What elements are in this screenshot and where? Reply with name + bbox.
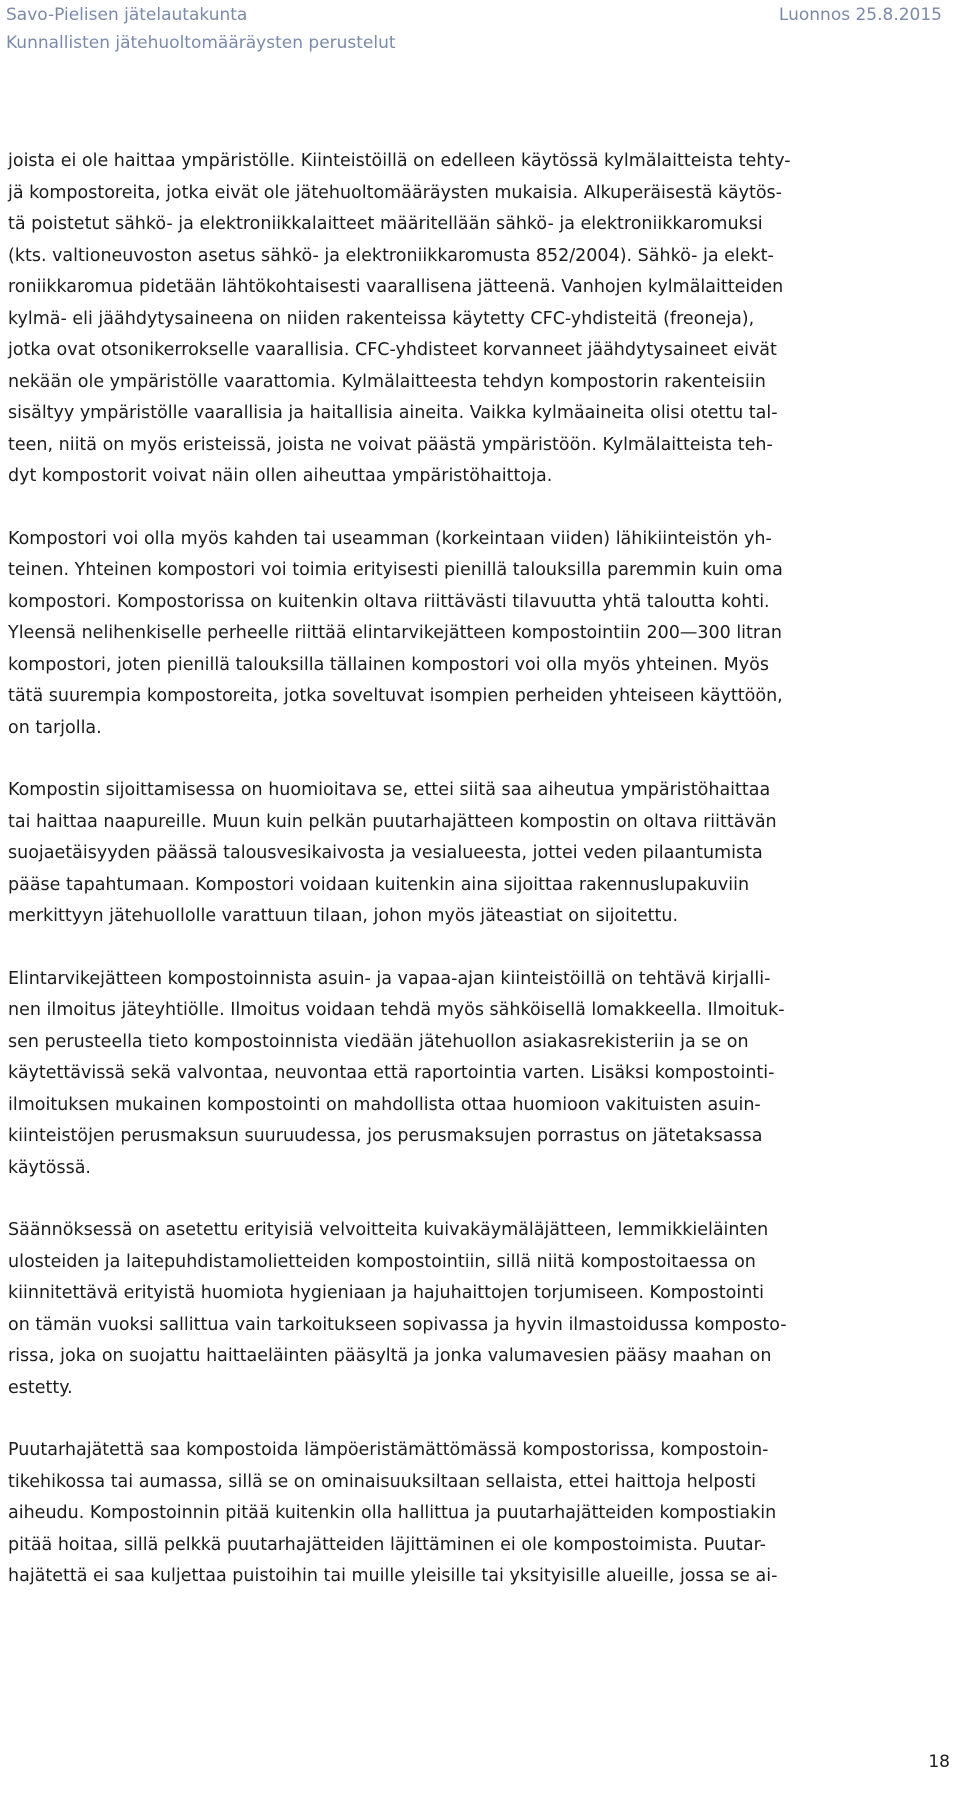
paragraph-line: pääse tapahtumaan. Kompostori voidaan kuitenkin aina sijoittaa rakennuslupakuviin (8, 874, 750, 895)
paragraph-line: dyt kompostorit voivat näin ollen aiheuttaa ympäristöhaittoja. (8, 466, 553, 486)
paragraph-line: aiheudu. Kompostoinnin pitää kuitenkin olla hallittua ja puutarhajätteiden kompostiakin (8, 1503, 777, 1523)
paragraph-line: tai haittaa naapureille. Muun kuin pelkän puutarhajätteen kompostin on oltava riittävän (8, 811, 777, 832)
page-header (6, 2, 954, 58)
paragraph-line: kiinteistöjen perusmaksun suuruudessa, jos perusmaksujen porrastus on jätetaksassa (8, 1126, 763, 1146)
paragraph-line: nen ilmoitus jäteyhtiölle. Ilmoitus voidaan tehdä myös sähköisellä lomakkeella. Ilmoituk- (8, 1000, 785, 1020)
paragraph-line: jotka ovat otsonikerrokselle vaarallisia. CFC-yhdisteet korvanneet jäähdytysaineet eivät (8, 340, 777, 360)
header-document-title: Kunnallisten jätehuoltomääräysten perustelut (6, 33, 396, 53)
body-paragraph (8, 775, 948, 933)
paragraph-line: Kompostin sijoittamisessa on huomioitava se, ettei siitä saa aiheutua ympäristöhaittaa (8, 780, 771, 800)
paragraph-line: tä poistetut sähkö- ja elektroniikkalaitteet määritellään sähkö- ja elektroniikkaromuksi (8, 214, 763, 234)
body-paragraph (8, 964, 948, 1185)
paragraph-line: on tarjolla. (8, 717, 102, 738)
paragraph-line: kylmä- eli jäähdytysaineena on niiden rakenteissa käytetty CFC-yhdisteitä (freoneja), (8, 308, 755, 329)
header-draft-date: Luonnos 25.8.2015 (778, 5, 942, 25)
body-paragraph (8, 1435, 948, 1593)
paragraph-line: suojaetäisyyden päässä talousvesikaivosta ja vesialueesta, jottei veden pilaantumista (8, 843, 763, 863)
body-paragraph (8, 146, 948, 493)
paragraph-line: rissa, joka on suojattu haittaeläinten pääsyltä ja jonka valumavesien pääsy maahan on (8, 1346, 772, 1366)
paragraph-line: (kts. valtioneuvoston asetus sähkö- ja elektroniikkaromusta 852/2004). Sähkö- ja elekt- (8, 245, 774, 266)
body-paragraph (8, 524, 948, 745)
paragraph-line: teinen. Yhteinen kompostori voi toimia erityisesti pienillä talouksilla paremmin kuin oma (8, 560, 783, 580)
paragraph-line: sisältyy ympäristölle vaarallisia ja haitallisia aineita. Vaikka kylmäaineita olisi otettu tal- (8, 403, 778, 423)
page-number: 18 (928, 1752, 950, 1772)
paragraph-line: Puutarhajätettä saa kompostoida lämpöeristämättömässä kompostorissa, kompostoin- (8, 1440, 769, 1460)
document-body (8, 146, 948, 1624)
paragraph-line: Säännöksessä on asetettu erityisiä velvoitteita kuivakäymäläjätteen, lemmikkieläinten (8, 1220, 769, 1240)
paragraph-line: nekään ole ympäristölle vaarattomia. Kylmälaitteesta tehdyn kompostorin rakenteisiin (8, 371, 766, 392)
paragraph-line: tätä suurempia kompostoreita, jotka soveltuvat isompien perheiden yhteiseen käyttöön, (8, 686, 783, 706)
paragraph-line: kompostori. Kompostorissa on kuitenkin oltava riittävästi tilavuutta yhtä taloutta kohti. (8, 591, 770, 612)
paragraph-line: Elintarvikejätteen kompostoinnista asuin- ja vapaa-ajan kiinteistöillä on tehtävä kirjalli- (8, 968, 771, 989)
paragraph-line: ilmoituksen mukainen kompostointi on mahdollista ottaa huomioon vakituisten asuin- (8, 1094, 761, 1115)
body-paragraph (8, 1215, 948, 1404)
paragraph-line: on tämän vuoksi sallittua vain tarkoitukseen sopivassa ja hyvin ilmastoidussa komposto- (8, 1314, 787, 1335)
paragraph-line: tikehikossa tai aumassa, sillä se on ominaisuuksiltaan sellaista, ettei haittoja helposti (8, 1471, 757, 1492)
paragraph-line: hajätettä ei saa kuljettaa puistoihin tai muille yleisille tai yksityisille alueille, jossa se ai- (8, 1566, 778, 1586)
paragraph-line: Yleensä nelihenkiselle perheelle riittää elintarvikejätteen kompostointiin 200—300 litran (8, 623, 782, 643)
paragraph-line: ulosteiden ja laitepuhdistamolietteiden kompostointiin, sillä niitä kompostoitaessa on (8, 1251, 756, 1272)
paragraph-line: jä kompostoreita, jotka eivät ole jätehuoltomääräysten mukaisia. Alkuperäisestä käytös- (8, 182, 782, 203)
paragraph-line: käytettävissä sekä valvontaa, neuvontaa että raportointia varten. Lisäksi kompostointi- (8, 1063, 775, 1083)
paragraph-line: merkittyyn jätehuollolle varattuun tilaan, johon myös jäteastiat on sijoitettu. (8, 906, 679, 926)
paragraph-line: roniikkaromua pidetään lähtökohtaisesti vaarallisena jätteenä. Vanhojen kylmälaitteiden (8, 277, 784, 297)
paragraph-line: pitää hoitaa, sillä pelkkä puutarhajätteiden läjittäminen ei ole kompostoimista. Puutar- (8, 1534, 766, 1555)
paragraph-line: sen perusteella tieto kompostoinnista viedään jätehuollon asiakasrekisteriin ja se on (8, 1031, 749, 1052)
paragraph-line: kiinnitettävä erityistä huomiota hygieniaan ja hajuhaittojen torjumiseen. Kompostointi (8, 1283, 765, 1303)
paragraph-line: teen, niitä on myös eristeissä, joista ne voivat päästä ympäristöön. Kylmälaitteista teh- (8, 434, 773, 455)
paragraph-line: joista ei ole haittaa ympäristölle. Kiinteistöillä on edelleen käytössä kylmälaitteista tehty- (8, 151, 791, 171)
paragraph-line: käytössä. (8, 1157, 91, 1178)
paragraph-line: kompostori, joten pienillä talouksilla tällainen kompostori voi olla myös yhteinen. Myös (8, 654, 769, 675)
paragraph-line: Kompostori voi olla myös kahden tai useamman (korkeintaan viiden) lähikiinteistön yh- (8, 528, 772, 549)
paragraph-line: estetty. (8, 1377, 73, 1398)
header-organization: Savo-Pielisen jätelautakunta (6, 5, 248, 25)
